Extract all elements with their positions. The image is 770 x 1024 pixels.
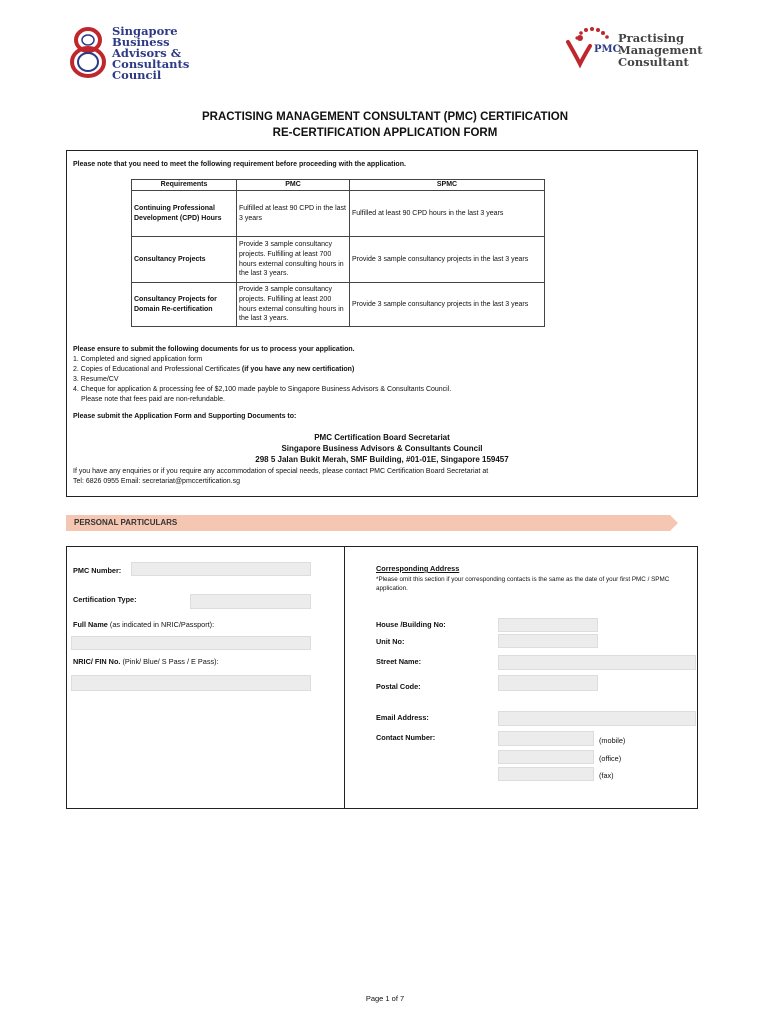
postal-label: Postal Code: (376, 682, 421, 691)
pmc-line: Management (618, 43, 703, 57)
pmc-cell: Provide 3 sample consultancy projects. Fulfilling at least 700 hours external consulting hours in the last 3 years. (237, 237, 350, 283)
document-item-text: 2. Copies of Educational and Professional Certificates (73, 366, 242, 373)
form-title-line2: RE-CERTIFICATION APPLICATION FORM (272, 127, 498, 139)
submit-heading: Please submit the Application Form and Supporting Documents to: (73, 413, 297, 420)
cert-type-label: Certification Type: (73, 595, 137, 604)
requirements-table (131, 179, 545, 327)
document-item: 3. Resume/CV (73, 376, 119, 383)
enquiry-text (73, 467, 693, 487)
mobile-input[interactable] (498, 731, 594, 746)
unit-label: Unit No: (376, 637, 405, 646)
full-name-label (73, 620, 214, 629)
requirement-cell: Continuing Professional Development (CPD) Hours (132, 191, 237, 237)
street-label: Street Name: (376, 657, 422, 666)
requirement-cell: Consultancy Projects for Domain Re-certification (132, 283, 237, 327)
form-divider (344, 546, 345, 809)
spmc-cell: Fulfilled at least 90 CPD hours in the last 3 years (350, 191, 545, 237)
table-row (132, 191, 545, 237)
address-line: 298 5 Jalan Bukit Merah, SMF Building, #01-01E, Singapore 159457 (255, 455, 509, 464)
sbacc-line: Council (112, 68, 162, 82)
fee-note: Please note that fees paid are non-refundable. (81, 396, 225, 403)
house-label: House /Building No: (376, 620, 446, 629)
section-label: PERSONAL PARTICULARS (74, 518, 178, 527)
pmc-line: Consultant (618, 55, 689, 69)
email-label: Email Address: (376, 713, 429, 722)
contact-line: Tel: 6826 0955 Email: secretariat@pmccertification.sg (73, 478, 241, 485)
requirement-cell: Consultancy Projects (132, 237, 237, 283)
document-item: 1. Completed and signed application form (73, 356, 203, 363)
intro-text: Please note that you need to meet the following requirement before proceeding with the application. (73, 161, 406, 168)
nric-input[interactable] (71, 675, 311, 691)
office-input[interactable] (498, 750, 594, 764)
document-item (73, 365, 688, 375)
form-title-line1: PRACTISING MANAGEMENT CONSULTANT (PMC) CERTIFICATION (201, 111, 569, 123)
sbacc-logo (68, 24, 198, 80)
pmc-logo (560, 26, 710, 72)
documents-heading: Please ensure to submit the following documents for us to process your application. (73, 346, 355, 353)
house-input[interactable] (498, 618, 598, 632)
corr-address-heading: Corresponding Address (376, 564, 460, 573)
fax-input[interactable] (498, 767, 594, 781)
sbacc-line: Business (112, 35, 170, 49)
unit-input[interactable] (498, 634, 598, 648)
table-header: PMC (237, 180, 350, 191)
spmc-cell: Provide 3 sample consultancy projects in the last 3 years (350, 237, 545, 283)
address-line: PMC Certification Board Secretariat (314, 433, 450, 442)
table-header: Requirements (132, 180, 237, 191)
table-row (132, 237, 545, 283)
document-item-emphasis: (if you have any new certification) (241, 366, 355, 373)
street-input[interactable] (498, 655, 696, 670)
postal-input[interactable] (498, 675, 598, 691)
pmc-cell: Provide 3 sample consultancy projects. Fulfilling at least 200 hours external consulting hours in the last 3 years. (237, 283, 350, 327)
sbacc-emblem-icon (68, 26, 108, 78)
sbacc-line: Advisors & (112, 46, 182, 60)
cert-type-input[interactable] (190, 594, 311, 609)
full-name-label-rest: (as indicated in NRIC/Passport): (107, 620, 215, 629)
document-item: 4. Cheque for application & processing fee of $2,100 made payble to Singapore Business Advisors & Consultants Council. (73, 386, 452, 393)
spmc-cell: Provide 3 sample consultancy projects in the last 3 years (350, 283, 545, 327)
sbacc-line: Consultants (112, 57, 190, 71)
contact-label: Contact Number: (376, 733, 436, 742)
pmc-line: Practising (618, 31, 685, 45)
mobile-label: (mobile) (599, 736, 626, 745)
pmc-cell: Fulfilled at least 90 CPD in the last 3 years (237, 191, 350, 237)
corr-address-note: *Please omit this section if your corresponding contacts is the same as the date of your first PMC / SPMC application. (376, 576, 670, 592)
address-line: Singapore Business Advisors & Consultants Council (281, 444, 483, 453)
table-header: SPMC (350, 180, 545, 191)
full-name-label-bold: Full Name (73, 620, 108, 629)
personal-particulars-banner (66, 515, 678, 531)
page-number: Page 1 of 7 (365, 994, 405, 1003)
secretariat-address (66, 432, 698, 465)
pmc-number-label: PMC Number: (73, 566, 122, 575)
nric-label-bold: NRIC/ FIN No. (73, 657, 121, 666)
table-row (132, 283, 545, 327)
nric-label-rest: (Pink/ Blue/ S Pass / E Pass): (120, 657, 219, 666)
office-label: (office) (599, 754, 622, 763)
full-name-input[interactable] (71, 636, 311, 650)
documents-list (73, 345, 688, 405)
nric-label (73, 657, 219, 666)
email-input[interactable] (498, 711, 696, 726)
enquiry-line: If you have any enquiries or if you require any accommodation of special needs, please contact PMC Certification Board Secretariat at (73, 468, 489, 475)
pmc-number-input[interactable] (131, 562, 311, 576)
pmc-abbr: PMC (594, 44, 621, 55)
fax-label: (fax) (599, 771, 614, 780)
sbacc-line: Singapore (112, 24, 178, 38)
